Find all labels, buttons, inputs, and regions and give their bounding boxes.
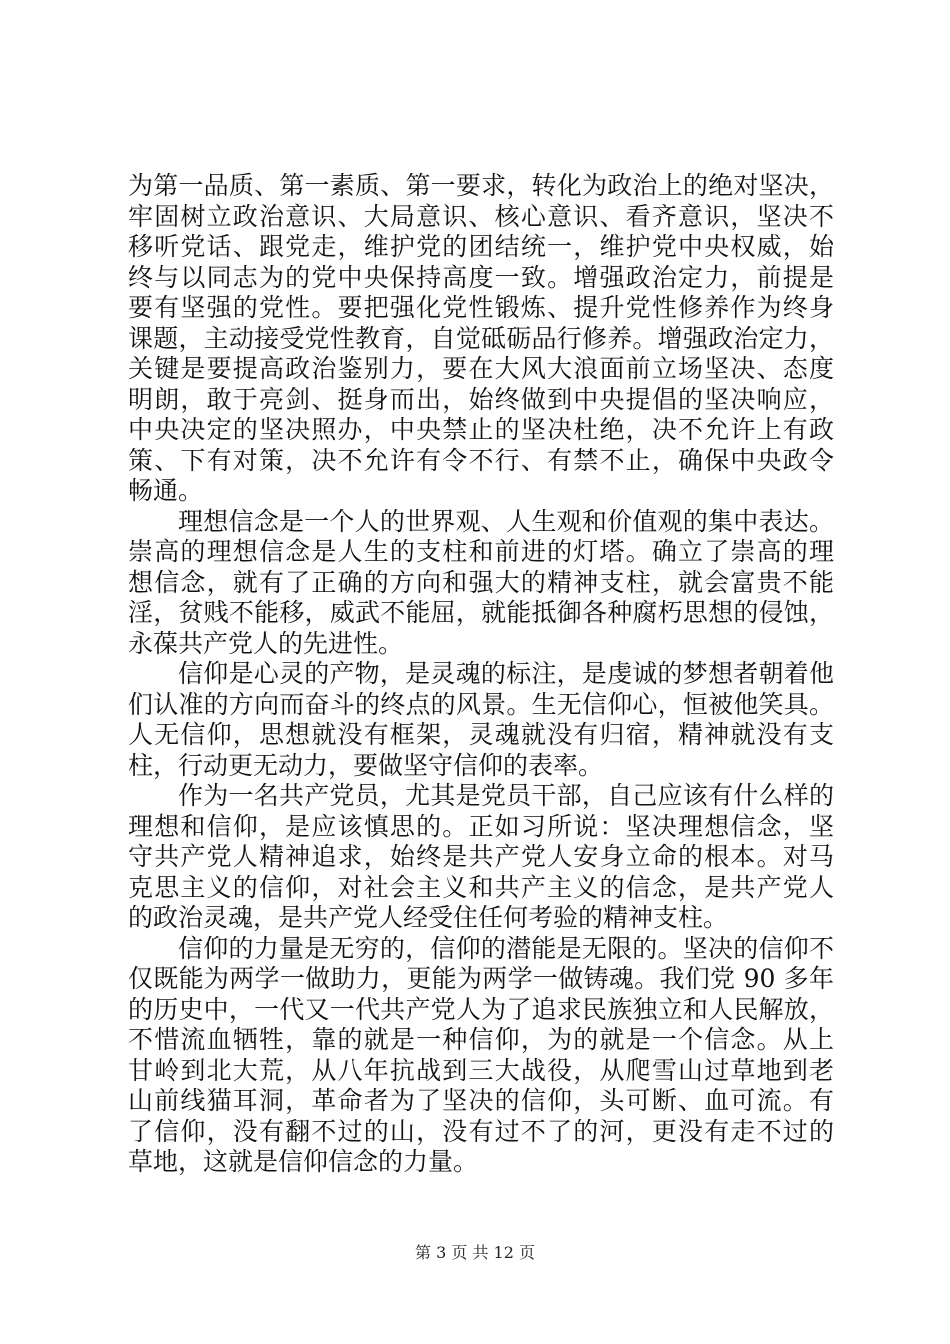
text-line: 人无信仰，思想就没有框架，灵魂就没有归宿，精神就没有支 xyxy=(128,720,834,749)
text-line: 们认准的方向而奋斗的终点的风景。生无信仰心，恒被他笑具。 xyxy=(128,689,834,719)
document-body xyxy=(128,171,834,1178)
text-line: 理想和信仰，是应该慎思的。正如习所说：坚决理想信念，坚 xyxy=(128,811,834,841)
text-line: 移听党话、跟党走，维护党的团结统一，维护党中央权威，始 xyxy=(128,232,834,261)
text-line: 为第一品质、第一素质、第一要求，转化为政治上的绝对坚决， xyxy=(128,171,834,200)
text-line: 的历史中，一代又一代共产党人为了追求民族独立和人民解放， xyxy=(128,994,834,1024)
paragraph xyxy=(128,659,834,781)
paragraph xyxy=(128,781,834,934)
paragraph xyxy=(128,934,834,1178)
text-line: 的政治灵魂，是共产党人经受住任何考验的精神支柱。 xyxy=(128,903,729,932)
text-line: 策、下有对策，决不允许有令不行、有禁不止，确保中央政令 xyxy=(128,445,834,475)
text-line: 柱，行动更无动力，要做坚守信仰的表率。 xyxy=(128,750,604,780)
paragraph xyxy=(128,507,834,660)
text-line: 牢固树立政治意识、大局意识、核心意识、看齐意识，坚决不 xyxy=(128,201,834,231)
text-line: 理想信念是一个人的世界观、人生观和价值观的集中表达。 xyxy=(178,506,834,536)
page-footer: 第 3 页 共 12 页 xyxy=(415,1243,535,1262)
text-line: 草地，这就是信仰信念的力量。 xyxy=(128,1147,479,1176)
text-line: 畅通。 xyxy=(128,476,204,505)
text-line: 永葆共产党人的先进性。 xyxy=(128,628,404,658)
text-line: 想信念，就有了正确的方向和强大的精神支柱，就会富贵不能 xyxy=(128,567,834,597)
text-line: 甘岭到北大荒，从八年抗战到三大战役，从爬雪山过草地到老 xyxy=(128,1055,834,1085)
paragraph xyxy=(128,171,834,507)
text-line: 作为一名共产党员，尤其是党员干部，自己应该有什么样的 xyxy=(178,781,834,810)
text-line: 关键是要提高政治鉴别力，要在大风大浪面前立场坚决、态度 xyxy=(128,354,834,383)
text-line: 信仰的力量是无穷的，信仰的潜能是无限的。坚决的信仰不 xyxy=(178,933,834,963)
text-line: 崇高的理想信念是人生的支柱和前进的灯塔。确立了崇高的理 xyxy=(128,537,834,566)
text-line: 终与以同志为的党中央保持高度一致。增强政治定力，前提是 xyxy=(128,262,834,292)
text-line: 中央决定的坚决照办，中央禁止的坚决杜绝，决不允许上有政 xyxy=(128,415,834,444)
text-line: 淫，贫贱不能移，威武不能屈，就能抵御各种腐朽思想的侵蚀， xyxy=(128,598,834,627)
text-line: 要有坚强的党性。要把强化党性锻炼、提升党性修养作为终身 xyxy=(128,293,834,322)
text-line: 山前线猫耳洞，革命者为了坚决的信仰，头可断、血可流。有 xyxy=(128,1086,834,1115)
text-line: 信仰是心灵的产物，是灵魂的标注，是虔诚的梦想者朝着他 xyxy=(178,659,834,688)
text-line: 守共产党人精神追求，始终是共产党人安身立命的根本。对马 xyxy=(128,842,834,871)
text-line: 课题，主动接受党性教育，自觉砥砺品行修养。增强政治定力， xyxy=(128,323,834,353)
text-line: 克思主义的信仰，对社会主义和共产主义的信念，是共产党人 xyxy=(128,872,834,902)
text-line: 了信仰，没有翻不过的山，没有过不了的河，更没有走不过的 xyxy=(128,1116,834,1146)
text-line: 仅既能为两学一做助力，更能为两学一做铸魂。我们党 90 多年 xyxy=(128,964,834,993)
text-line: 不惜流血牺牲，靠的就是一种信仰，为的就是一个信念。从上 xyxy=(128,1025,834,1054)
text-line: 明朗，敢于亮剑、挺身而出，始终做到中央提倡的坚决响应， xyxy=(128,384,834,414)
